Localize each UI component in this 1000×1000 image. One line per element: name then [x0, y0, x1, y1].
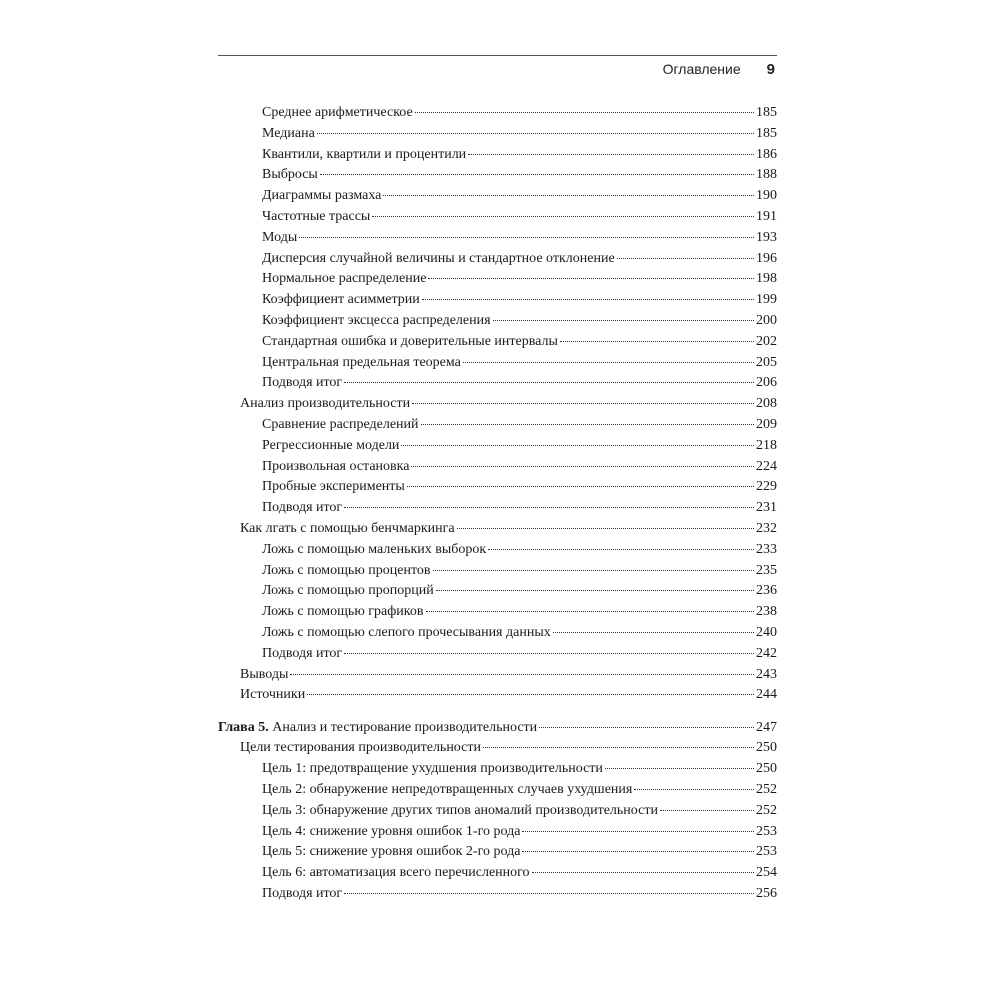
dot-leader [428, 278, 754, 279]
toc-page-number: 243 [756, 666, 777, 682]
toc-entry-text: Подводя итог [262, 885, 343, 901]
toc-entry[interactable] [218, 822, 777, 843]
toc-entry-text: Цель 1: предотвращение ухудшения производительности [262, 761, 603, 777]
toc-entry-title [262, 436, 399, 457]
toc-page-number: 185 [756, 105, 777, 120]
toc-entry-title [262, 863, 530, 884]
toc-entry-text: Квантили, квартили и процентили [262, 146, 467, 162]
toc-entry[interactable] [218, 540, 777, 561]
dot-leader [320, 174, 754, 175]
toc-entry-title [262, 884, 342, 905]
page-number: 9 [766, 61, 775, 78]
toc-page-number: 185 [756, 125, 777, 141]
toc-page-number: 235 [756, 562, 777, 578]
toc-entry[interactable] [218, 884, 777, 905]
toc-page-number: 238 [756, 604, 777, 620]
toc-entry-text: Выводы [240, 666, 289, 682]
toc-page-number: 231 [756, 500, 777, 516]
toc-entry-text: Анализ производительности [240, 396, 411, 412]
toc-page-number: 196 [756, 250, 777, 266]
toc-entry-text: Моды [262, 229, 298, 245]
dot-leader [372, 216, 754, 217]
dot-leader [307, 694, 754, 695]
dot-leader [415, 112, 754, 113]
toc-entry-title [262, 353, 461, 374]
toc-entry[interactable] [218, 863, 777, 884]
toc-entry[interactable] [218, 561, 777, 582]
dot-leader [436, 590, 754, 591]
toc-entry-title [262, 207, 370, 228]
toc-entry[interactable] [218, 228, 777, 249]
toc-entry[interactable] [218, 353, 777, 374]
toc-entry-title [240, 685, 305, 706]
toc-entry-text: Цель 6: автоматизация всего перечисленного [262, 865, 530, 881]
running-head [663, 61, 775, 78]
toc-entry[interactable] [218, 103, 777, 124]
toc-entry-text: Диаграммы размаха [262, 188, 382, 204]
toc-entry-text: Произвольная остановка [262, 458, 410, 474]
dot-leader [457, 528, 754, 529]
toc-page-number: 247 [756, 719, 777, 735]
toc-entry[interactable] [218, 145, 777, 166]
toc-entry-text: Среднее арифметическое [262, 105, 413, 120]
dot-leader [412, 403, 754, 404]
toc-entry-title [240, 665, 288, 686]
table-of-contents [218, 103, 777, 905]
dot-leader [411, 466, 754, 467]
toc-page-number: 191 [756, 208, 777, 224]
toc-page-number: 252 [756, 782, 777, 797]
dot-leader [488, 549, 754, 550]
toc-entry[interactable] [218, 685, 777, 706]
toc-page-number: 205 [756, 354, 777, 370]
toc-entry[interactable] [218, 644, 777, 665]
toc-entry-text: Сравнение распределений [262, 416, 419, 432]
toc-entry-text: Цель 3: обнаружение других типов аномалий производительности [262, 802, 658, 818]
toc-page-number: 224 [756, 458, 777, 474]
dot-leader [483, 747, 754, 748]
toc-entry-text: Ложь с помощью маленьких выборок [262, 541, 487, 557]
toc-page-number: 190 [756, 188, 777, 204]
toc-entry-title [262, 540, 486, 561]
toc-entry-text: Центральная предельная теорема [262, 354, 461, 370]
toc-page-number: 229 [756, 479, 777, 495]
toc-entry-title [262, 581, 434, 602]
dot-leader [290, 674, 754, 675]
toc-entry-text: Подводя итог [262, 645, 343, 661]
dot-leader [407, 486, 754, 487]
toc-entry-title [262, 332, 558, 353]
toc-entry-text: Цели тестирования производительности [240, 740, 481, 756]
toc-entry-title [262, 780, 632, 801]
toc-entry-title [262, 103, 413, 124]
toc-entry-title [240, 394, 410, 415]
toc-entry[interactable] [218, 665, 777, 686]
dot-leader [401, 445, 754, 446]
toc-page-number: 202 [756, 333, 777, 349]
toc-entry-title [262, 822, 520, 843]
dot-leader [634, 789, 754, 790]
toc-entry-title [262, 759, 603, 780]
toc-entry-title [218, 718, 537, 739]
dot-leader [605, 768, 754, 769]
toc-entry-title [262, 311, 491, 332]
toc-entry-text: Выбросы [262, 167, 318, 183]
toc-entry-title [240, 519, 455, 540]
toc-page-number: 242 [756, 645, 777, 661]
toc-entry[interactable] [218, 332, 777, 353]
toc-entry-text: Подводя итог [262, 500, 343, 516]
toc-entry-text: Частотные трассы [262, 208, 371, 224]
toc-page-number: 250 [756, 740, 777, 756]
dot-leader [468, 154, 754, 155]
toc-page-number: 232 [756, 520, 777, 536]
dot-leader [539, 727, 754, 728]
dot-leader [560, 341, 754, 342]
toc-entry-title [262, 801, 658, 822]
toc-entry[interactable] [218, 602, 777, 623]
toc-entry-title [262, 249, 615, 270]
toc-entry-title [262, 623, 551, 644]
dot-leader [553, 632, 754, 633]
toc-entry-title [262, 602, 424, 623]
dot-leader [522, 851, 754, 852]
toc-entry-text: Стандартная ошибка и доверительные интервалы [262, 333, 558, 349]
toc-entry-text: Коэффициент эксцесса распределения [262, 312, 491, 328]
toc-entry-text: Медиана [262, 125, 315, 141]
toc-page-number: 208 [756, 396, 777, 412]
toc-entry-text: Ложь с помощью графиков [262, 604, 424, 620]
toc-page-number: 218 [756, 437, 777, 453]
dot-leader [532, 872, 754, 873]
toc-entry-text: Как лгать с помощью бенчмаркинга [240, 520, 455, 536]
toc-entry-title [262, 228, 297, 249]
toc-entry-title [262, 842, 520, 863]
toc-entry-title [262, 290, 420, 311]
toc-entry-text: Цель 2: обнаружение непредотвращенных случаев ухудшения [262, 782, 633, 797]
toc-page-number: 200 [756, 312, 777, 328]
toc-entry[interactable] [218, 738, 777, 759]
toc-entry[interactable] [218, 759, 777, 780]
toc-entry-title [262, 124, 315, 145]
toc-entry-title [262, 644, 342, 665]
toc-entry[interactable] [218, 780, 777, 801]
toc-entry-text: Ложь с помощью пропорций [262, 583, 434, 599]
toc-entry-title [262, 186, 381, 207]
toc-entry[interactable] [218, 477, 777, 498]
toc-entry-text: Ложь с помощью процентов [262, 562, 431, 578]
toc-entry[interactable] [218, 498, 777, 519]
header-rule [218, 55, 777, 56]
dot-leader [344, 653, 754, 654]
toc-page-number: 244 [756, 687, 777, 703]
running-head-title: Оглавление [662, 61, 741, 77]
toc-entry[interactable] [218, 290, 777, 311]
toc-entry[interactable] [218, 457, 777, 478]
dot-leader [463, 362, 754, 363]
toc-page-number: 250 [756, 761, 777, 777]
toc-entry[interactable] [218, 186, 777, 207]
toc-page-number: 188 [756, 167, 777, 183]
toc-page-number: 206 [756, 375, 777, 391]
toc-entry-text: Дисперсия случайной величины и стандартное отклонение [262, 250, 615, 266]
toc-entry-text: Анализ и тестирование производительности [272, 719, 538, 735]
toc-entry[interactable] [218, 311, 777, 332]
toc-entry-title [262, 457, 409, 478]
toc-entry-title [262, 373, 342, 394]
toc-entry-text: Пробные эксперименты [262, 479, 405, 495]
toc-page-number: 252 [756, 802, 777, 818]
toc-entry[interactable] [218, 519, 777, 540]
toc-entry-title [262, 561, 431, 582]
toc-page-number: 254 [756, 865, 777, 881]
toc-entry-text: Нормальное распределение [262, 271, 427, 287]
toc-entry[interactable] [218, 623, 777, 644]
toc-entry-text: Источники [240, 687, 306, 703]
dot-leader [422, 299, 754, 300]
toc-entry-title [262, 477, 405, 498]
chapter-label: Глава 5. [218, 719, 269, 735]
toc-entry[interactable] [218, 801, 777, 822]
dot-leader [493, 320, 754, 321]
toc-chapter-entry[interactable] [218, 718, 777, 739]
toc-page-number: 193 [756, 229, 777, 245]
toc-entry[interactable] [218, 269, 777, 290]
toc-entry-text: Цель 5: снижение уровня ошибок 2-го рода [262, 844, 521, 860]
dot-leader [660, 810, 754, 811]
toc-entry[interactable] [218, 842, 777, 863]
toc-entry-text: Регрессионные модели [262, 437, 400, 453]
toc-page-number: 253 [756, 844, 777, 860]
toc-entry-text: Ложь с помощью слепого прочесывания данных [262, 624, 551, 640]
toc-entry-text: Коэффициент асимметрии [262, 292, 420, 308]
dot-leader [522, 831, 754, 832]
dot-leader [344, 893, 754, 894]
toc-entry[interactable] [218, 165, 777, 186]
toc-page-number: 199 [756, 292, 777, 308]
toc-page-number: 186 [756, 146, 777, 162]
toc-entry-title [262, 498, 342, 519]
toc-entry[interactable] [218, 581, 777, 602]
dot-leader [433, 570, 754, 571]
toc-entry-title [262, 269, 426, 290]
dot-leader [344, 382, 754, 383]
dot-leader [426, 611, 755, 612]
dot-leader [617, 258, 754, 259]
dot-leader [299, 237, 754, 238]
toc-entry[interactable] [218, 207, 777, 228]
toc-entry[interactable] [218, 124, 777, 145]
toc-entry[interactable] [218, 415, 777, 436]
toc-entry-text: Подводя итог [262, 375, 343, 391]
toc-entry[interactable] [218, 394, 777, 415]
dot-leader [383, 195, 754, 196]
toc-page-number: 209 [756, 416, 777, 432]
dot-leader [344, 507, 754, 508]
toc-page-number: 198 [756, 271, 777, 287]
toc-page-number: 236 [756, 583, 777, 599]
toc-entry[interactable] [218, 249, 777, 270]
toc-entry[interactable] [218, 436, 777, 457]
toc-entry-title [262, 165, 318, 186]
toc-page-number: 253 [756, 823, 777, 839]
toc-entry-title [262, 145, 466, 166]
toc-page-number: 240 [756, 624, 777, 640]
dot-leader [317, 133, 754, 134]
toc-entry[interactable] [218, 373, 777, 394]
toc-page-number: 256 [756, 885, 777, 901]
toc-entry-title [240, 738, 481, 759]
dot-leader [421, 424, 754, 425]
toc-entry-title [262, 415, 419, 436]
toc-entry-text: Цель 4: снижение уровня ошибок 1-го рода [262, 823, 521, 839]
toc-page-number: 233 [756, 541, 777, 557]
